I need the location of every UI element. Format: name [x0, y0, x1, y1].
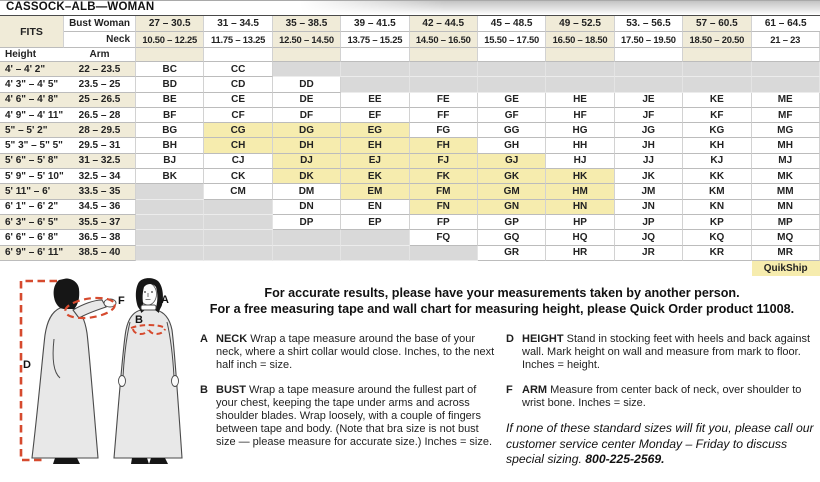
size-code-cell: HR — [546, 246, 614, 261]
bust-range-header: 61 – 64.5 — [752, 16, 820, 32]
arm-range-cell: 22 – 23.5 — [64, 62, 136, 77]
measurement-figure-illustration — [2, 277, 202, 482]
size-code-cell: DN — [273, 200, 341, 215]
size-cell-unavailable — [341, 230, 409, 245]
size-cell-unavailable — [615, 77, 683, 92]
bust-range-header: 49 – 52.5 — [546, 16, 614, 32]
size-code-cell: FG — [410, 123, 478, 138]
bust-range-header: 35 – 38.5 — [273, 16, 341, 32]
size-code-cell: MG — [752, 123, 820, 138]
measurement-notice — [188, 286, 816, 317]
size-code-cell: MF — [752, 108, 820, 123]
size-code-cell: EG — [341, 123, 409, 138]
bust-range-header: 27 – 30.5 — [136, 16, 204, 32]
size-code-cell: GF — [478, 108, 546, 123]
size-code-cell: KF — [683, 108, 751, 123]
size-code-cell: GM — [478, 184, 546, 199]
neck-range-header: 17.50 – 19.50 — [615, 32, 683, 48]
size-cell-unavailable — [752, 62, 820, 77]
instruction-text: HEIGHT Stand in stocking feet with heels and back against wall. Mark height on wall and measure from mark to floor. Inches = height. — [522, 333, 810, 372]
size-code-cell: KJ — [683, 154, 751, 169]
size-code-cell: CC — [204, 62, 272, 77]
size-code-cell: EE — [341, 93, 409, 108]
bust-row-label: Bust Woman — [64, 16, 136, 32]
size-code-cell: KR — [683, 246, 751, 261]
size-code-cell: KK — [683, 169, 751, 184]
header-spacer-cell — [478, 48, 546, 62]
size-code-cell: CM — [204, 184, 272, 199]
quikship-row-spacer — [0, 261, 64, 276]
size-code-cell: DK — [273, 169, 341, 184]
size-code-cell: JQ — [615, 230, 683, 245]
header-spacer-cell — [752, 48, 820, 62]
size-cell-unavailable — [752, 77, 820, 92]
size-code-cell: CJ — [204, 154, 272, 169]
header-spacer-cell — [136, 48, 204, 62]
size-cell-unavailable — [615, 62, 683, 77]
arm-range-cell: 35.5 – 37 — [64, 215, 136, 230]
neck-range-header: 10.50 – 12.25 — [136, 32, 204, 48]
size-code-cell: EN — [341, 200, 409, 215]
size-code-cell: FK — [410, 169, 478, 184]
height-range-cell: 6' 3" – 6' 5" — [0, 215, 64, 230]
bust-range-header: 57 – 60.5 — [683, 16, 751, 32]
size-code-cell: GG — [478, 123, 546, 138]
neck-range-header: 21 – 23 — [752, 32, 820, 48]
size-code-cell: FP — [410, 215, 478, 230]
size-code-cell: MQ — [752, 230, 820, 245]
size-code-cell: MK — [752, 169, 820, 184]
instruction-label: HEIGHT — [522, 333, 567, 345]
neck-range-header: 14.50 – 16.50 — [410, 32, 478, 48]
instruction-text: ARM Measure from center back of neck, over shoulder to wrist bone. Inches = size. — [522, 383, 802, 409]
instruction-label: ARM — [522, 383, 551, 396]
arm-range-cell: 29.5 – 31 — [64, 138, 136, 153]
bust-range-header: 31 – 34.5 — [204, 16, 272, 32]
instruction-text: NECK Wrap a tape measure around the base of your neck, where a shirt collar would close. Inches, to the next half inch = size. — [216, 333, 495, 372]
size-code-cell: BC — [136, 62, 204, 77]
instruction-key: B — [200, 383, 208, 396]
size-cell-unavailable — [136, 230, 204, 245]
customer-service-phone: 800-225-2569. — [585, 452, 665, 466]
size-code-cell: HE — [546, 93, 614, 108]
size-cell-unavailable — [136, 200, 204, 215]
size-code-cell: EM — [341, 184, 409, 199]
bust-range-header: 42 – 44.5 — [410, 16, 478, 32]
size-code-cell: JP — [615, 215, 683, 230]
arm-range-cell: 34.5 – 36 — [64, 200, 136, 215]
instruction-item-arm — [506, 384, 818, 410]
neck-range-header: 11.75 – 13.25 — [204, 32, 272, 48]
neck-range-header: 16.50 – 18.50 — [546, 32, 614, 48]
size-code-cell: JF — [615, 108, 683, 123]
size-code-cell: FM — [410, 184, 478, 199]
size-code-cell: CD — [204, 77, 272, 92]
size-cell-unavailable — [273, 230, 341, 245]
size-code-cell: MH — [752, 138, 820, 153]
size-code-cell: KE — [683, 93, 751, 108]
size-code-cell: BJ — [136, 154, 204, 169]
size-code-cell: BK — [136, 169, 204, 184]
size-code-cell: GR — [478, 246, 546, 261]
size-code-cell: CK — [204, 169, 272, 184]
size-code-cell: DM — [273, 184, 341, 199]
neck-range-header: 18.50 – 20.50 — [683, 32, 751, 48]
quikship-row-spacer — [478, 261, 546, 276]
size-cell-unavailable — [478, 62, 546, 77]
back-view-figure — [32, 279, 116, 465]
size-cell-unavailable — [546, 62, 614, 77]
instruction-label: BUST — [216, 383, 249, 396]
size-code-cell: MR — [752, 246, 820, 261]
height-range-cell: 5' 6" – 5' 8" — [0, 154, 64, 169]
instruction-item-height — [506, 333, 818, 373]
size-code-cell: GP — [478, 215, 546, 230]
header-spacer-cell — [341, 48, 409, 62]
height-range-cell: 4' 3" – 4' 5" — [0, 77, 64, 92]
height-range-cell: 4' 6" – 4' 8" — [0, 93, 64, 108]
size-code-cell: CG — [204, 123, 272, 138]
size-code-cell: FE — [410, 93, 478, 108]
size-code-cell: JE — [615, 93, 683, 108]
size-code-cell: JJ — [615, 154, 683, 169]
size-code-cell: EH — [341, 138, 409, 153]
height-range-cell: 5" – 5' 2" — [0, 123, 64, 138]
size-cell-unavailable — [341, 246, 409, 261]
neck-range-header: 13.75 – 15.25 — [341, 32, 409, 48]
fits-label: FITS — [0, 16, 64, 48]
size-cell-unavailable — [546, 77, 614, 92]
size-code-cell: KG — [683, 123, 751, 138]
arm-range-cell: 26.5 – 28 — [64, 108, 136, 123]
instructions-column-left — [200, 333, 500, 461]
instruction-item-bust — [200, 384, 500, 450]
arm-range-cell: 31 – 32.5 — [64, 154, 136, 169]
height-range-cell: 5' 11" – 6' — [0, 184, 64, 199]
size-code-cell: EK — [341, 169, 409, 184]
size-code-cell: MP — [752, 215, 820, 230]
page-title: CASSOCK–ALB—WOMAN — [6, 1, 155, 13]
arm-range-cell: 25 – 26.5 — [64, 93, 136, 108]
bust-range-header: 39 – 41.5 — [341, 16, 409, 32]
instruction-key: A — [200, 333, 208, 345]
size-cell-unavailable — [136, 215, 204, 230]
size-code-cell: JR — [615, 246, 683, 261]
size-cell-unavailable — [410, 77, 478, 92]
instructions-column-right — [506, 333, 818, 421]
figure-label-f: F — [118, 295, 125, 307]
size-code-cell: MN — [752, 200, 820, 215]
size-code-cell: DD — [273, 77, 341, 92]
size-code-cell: HP — [546, 215, 614, 230]
size-cell-unavailable — [273, 62, 341, 77]
arm-range-cell: 28 – 29.5 — [64, 123, 136, 138]
size-code-cell: DP — [273, 215, 341, 230]
size-code-cell: EP — [341, 215, 409, 230]
figure-label-a: A — [161, 294, 169, 306]
size-code-cell: BH — [136, 138, 204, 153]
size-table — [0, 16, 820, 276]
arm-range-cell: 33.5 – 35 — [64, 184, 136, 199]
size-cell-unavailable — [478, 77, 546, 92]
quikship-row-spacer — [136, 261, 204, 276]
bust-range-header: 45 – 48.5 — [478, 16, 546, 32]
notice-line-2: For a free measuring tape and wall chart for measuring height, please Quick Order product 11008. — [209, 301, 795, 316]
size-code-cell: ME — [752, 93, 820, 108]
size-cell-unavailable — [273, 246, 341, 261]
arm-range-cell: 23.5 – 25 — [64, 77, 136, 92]
header-spacer-cell — [410, 48, 478, 62]
size-code-cell: KM — [683, 184, 751, 199]
size-code-cell: KP — [683, 215, 751, 230]
size-code-cell: MJ — [752, 154, 820, 169]
instruction-label: NECK — [216, 333, 251, 345]
size-code-cell: GE — [478, 93, 546, 108]
neck-row-label: Neck — [64, 32, 136, 48]
title-bar-shading — [300, 1, 820, 14]
figure-label-d: D — [23, 359, 31, 371]
size-code-cell: KN — [683, 200, 751, 215]
size-code-cell: DH — [273, 138, 341, 153]
size-code-cell: FN — [410, 200, 478, 215]
size-cell-unavailable — [341, 77, 409, 92]
size-code-cell: FQ — [410, 230, 478, 245]
size-cell-unavailable — [683, 62, 751, 77]
height-range-cell: 6' 9" – 6' 11" — [0, 246, 64, 261]
size-cell-unavailable — [204, 215, 272, 230]
size-code-cell: HF — [546, 108, 614, 123]
size-code-cell: DF — [273, 108, 341, 123]
instruction-key: D — [506, 333, 514, 345]
size-cell-unavailable — [341, 62, 409, 77]
special-sizing-note — [506, 421, 818, 468]
size-code-cell: GN — [478, 200, 546, 215]
size-code-cell: HJ — [546, 154, 614, 169]
height-column-label: Height — [0, 48, 64, 62]
size-code-cell: DE — [273, 93, 341, 108]
size-code-cell: FH — [410, 138, 478, 153]
height-range-cell: 4' 9" – 4' 11" — [0, 108, 64, 123]
height-range-cell: 5" 3" – 5" 5" — [0, 138, 64, 153]
size-cell-unavailable — [204, 230, 272, 245]
title-bar — [0, 0, 820, 16]
arm-range-cell: 32.5 – 34 — [64, 169, 136, 184]
size-code-cell: JG — [615, 123, 683, 138]
neck-range-header: 15.50 – 17.50 — [478, 32, 546, 48]
header-spacer-cell — [546, 48, 614, 62]
size-code-cell: FF — [410, 108, 478, 123]
size-code-cell: HQ — [546, 230, 614, 245]
size-code-cell: HG — [546, 123, 614, 138]
size-cell-unavailable — [136, 246, 204, 261]
size-cell-unavailable — [410, 246, 478, 261]
size-code-cell: BD — [136, 77, 204, 92]
size-code-cell: EF — [341, 108, 409, 123]
size-code-cell: JH — [615, 138, 683, 153]
size-code-cell: DJ — [273, 154, 341, 169]
size-code-cell: HK — [546, 169, 614, 184]
height-range-cell: 5' 9" – 5' 10" — [0, 169, 64, 184]
size-code-cell: CF — [204, 108, 272, 123]
quikship-row-spacer — [64, 261, 136, 276]
bust-range-header: 53. – 56.5 — [615, 16, 683, 32]
size-code-cell: MM — [752, 184, 820, 199]
figure-label-b: B — [135, 314, 143, 326]
arm-range-cell: 38.5 – 40 — [64, 246, 136, 261]
height-range-cell: 6' 1" – 6' 2" — [0, 200, 64, 215]
quikship-legend-label: QuikShip — [752, 261, 820, 276]
quikship-row-spacer — [615, 261, 683, 276]
size-code-cell: CH — [204, 138, 272, 153]
header-spacer-cell — [615, 48, 683, 62]
notice-line-1: For accurate results, please have your measurements taken by another person. — [264, 286, 740, 300]
size-code-cell: HH — [546, 138, 614, 153]
size-code-cell: BE — [136, 93, 204, 108]
header-spacer-cell — [273, 48, 341, 62]
size-code-cell: KH — [683, 138, 751, 153]
quikship-row-spacer — [683, 261, 751, 276]
size-cell-unavailable — [136, 184, 204, 199]
instruction-item-neck — [200, 333, 500, 373]
size-code-cell: EJ — [341, 154, 409, 169]
arm-column-label: Arm — [64, 48, 136, 62]
quikship-row-spacer — [341, 261, 409, 276]
size-code-cell: BG — [136, 123, 204, 138]
quikship-row-spacer — [273, 261, 341, 276]
size-code-cell: HN — [546, 200, 614, 215]
header-spacer-cell — [204, 48, 272, 62]
quikship-row-spacer — [410, 261, 478, 276]
size-cell-unavailable — [204, 246, 272, 261]
special-sizing-text: If none of these standard sizes will fit you, please call our customer service center Monday – Friday to discuss special sizing. — [506, 421, 814, 466]
size-code-cell: JK — [615, 169, 683, 184]
size-cell-unavailable — [683, 77, 751, 92]
header-spacer-cell — [683, 48, 751, 62]
size-cell-unavailable — [204, 200, 272, 215]
instruction-text: BUST Wrap a tape measure around the fullest part of your chest, keeping the tape under arms and across shoulder blades. Wrap loosely, with a couple of fingers between tape and body. (Note that bra size is not bust size — please measure for accurate size.) Inches = size. — [216, 383, 493, 449]
quikship-row-spacer — [204, 261, 272, 276]
quikship-row-spacer — [546, 261, 614, 276]
size-code-cell: JN — [615, 200, 683, 215]
height-range-cell: 4' – 4' 2" — [0, 62, 64, 77]
height-range-cell: 6' 6" – 6' 8" — [0, 230, 64, 245]
neck-range-header: 12.50 – 14.50 — [273, 32, 341, 48]
size-code-cell: HM — [546, 184, 614, 199]
size-code-cell: CE — [204, 93, 272, 108]
instruction-key: F — [506, 383, 513, 396]
size-code-cell: JM — [615, 184, 683, 199]
size-code-cell: GH — [478, 138, 546, 153]
size-code-cell: GJ — [478, 154, 546, 169]
size-code-cell: GQ — [478, 230, 546, 245]
size-code-cell: BF — [136, 108, 204, 123]
size-code-cell: DG — [273, 123, 341, 138]
size-cell-unavailable — [410, 62, 478, 77]
size-code-cell: GK — [478, 169, 546, 184]
woman-cassock-figures-drawing — [2, 277, 202, 482]
size-code-cell: KQ — [683, 230, 751, 245]
arm-range-cell: 36.5 – 38 — [64, 230, 136, 245]
size-code-cell: FJ — [410, 154, 478, 169]
